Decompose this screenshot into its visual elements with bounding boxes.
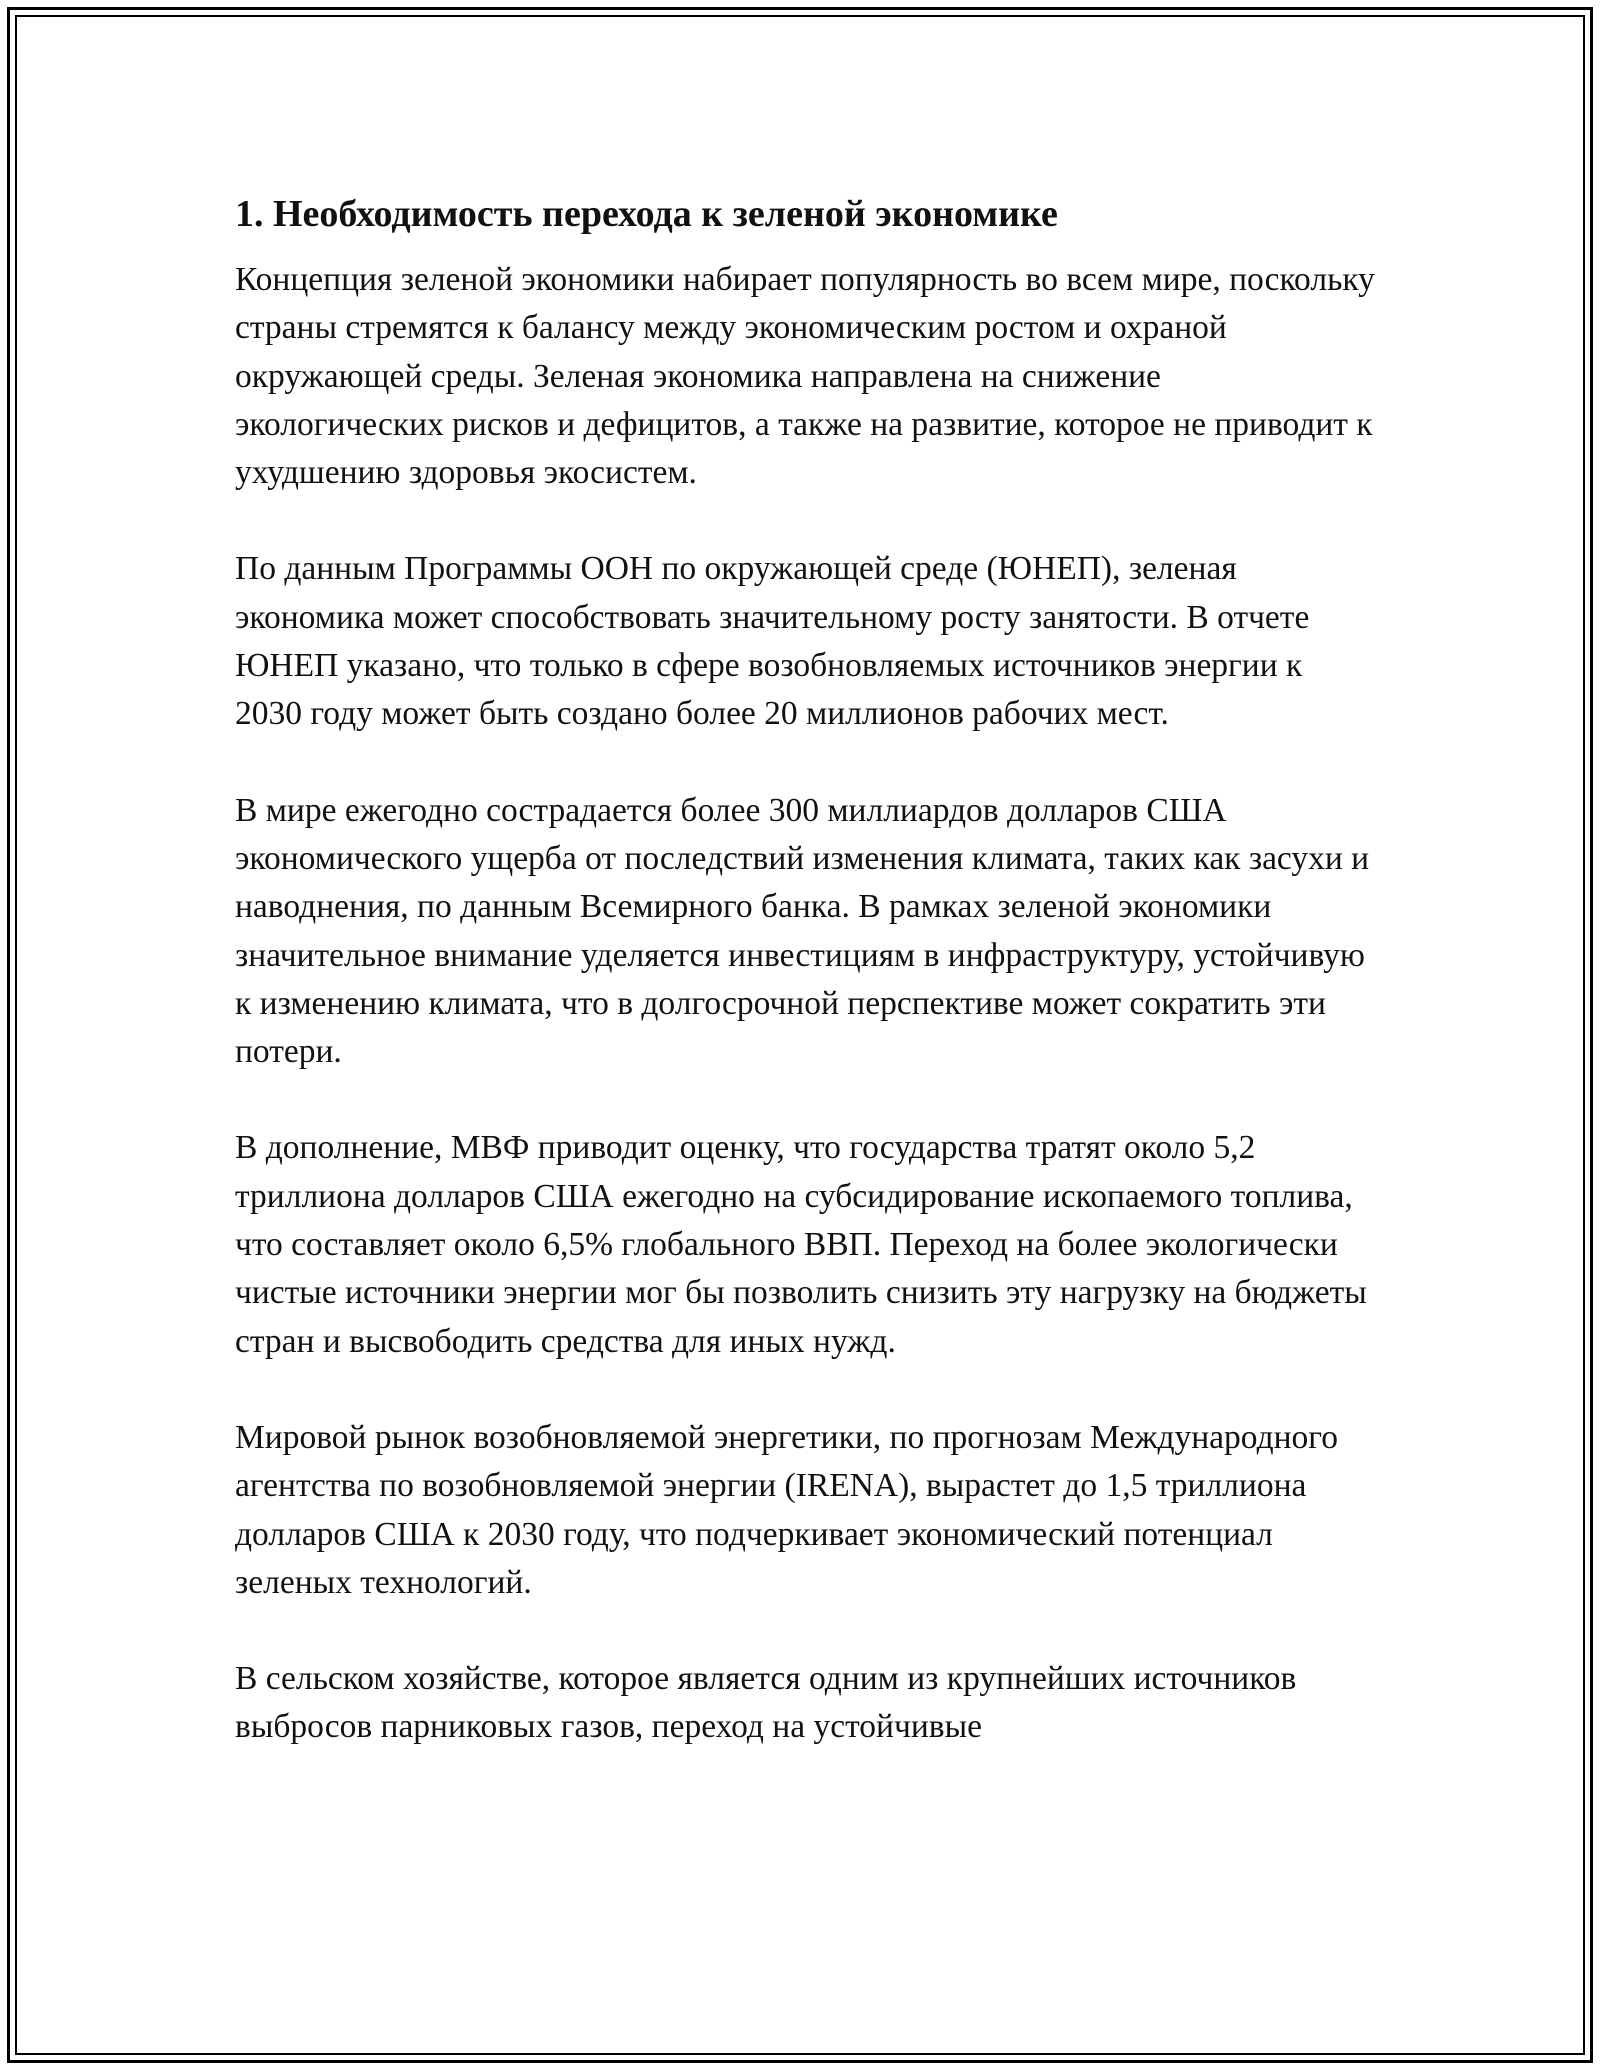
document-body	[235, 184, 1375, 1800]
section-heading: 1. Необходимость перехода к зеленой экономике	[235, 193, 1058, 235]
paragraph-world-bank: В мире ежегодно сострадается более 300 миллиардов долларов США экономического ущерба от последствий изменения климата, таких как засухи и наводнения, по данным Всемирного банка. В рамках зеленой экономики значительное внимание уделяется инвестициям в инфраструктуру, устойчивую к изменению климата, что в долгосрочной перспективе может сократить эти потери.	[235, 791, 1370, 1071]
paragraph-imf: В дополнение, МВФ приводит оценку, что государства тратят около 5,2 триллиона долларов США ежегодно на субсидирование ископаемого топлива, что составляет около 6,5% глобального ВВП. Переход на более экологически чистые источники энергии мог бы позволить снизить эту нагрузку на бюджеты стран и высвободить средства для иных нужд.	[235, 1129, 1367, 1360]
paragraph-intro: Концепция зеленой экономики набирает популярность во всем мире, поскольку страны стремятся к балансу между экономическим ростом и охраной окружающей среды. Зеленая экономика направлена на снижение экологических рисков и дефицитов, а также на развитие, которое не приводит к ухудшению здоровья экосистем.	[235, 261, 1375, 492]
paragraph-unep: По данным Программы ООН по окружающей среде (ЮНЕП), зеленая экономика может способствовать значительному росту занятости. В отчете ЮНЕП указано, что только в сфере возобновляемых источников энергии к 2030 году может быть создано более 20 миллионов рабочих мест.	[235, 550, 1310, 733]
paragraph-agriculture: В сельском хозяйстве, которое является одним из крупнейших источников выбросов парниковых газов, переход на устойчивые	[235, 1660, 1297, 1746]
paragraph-irena: Мировой рынок возобновляемой энергетики, по прогнозам Международного агентства по возобновляемой энергии (IRENA), вырастет до 1,5 триллиона долларов США к 2030 году, что подчеркивает экономический потенциал зеленых технологий.	[235, 1418, 1338, 1601]
